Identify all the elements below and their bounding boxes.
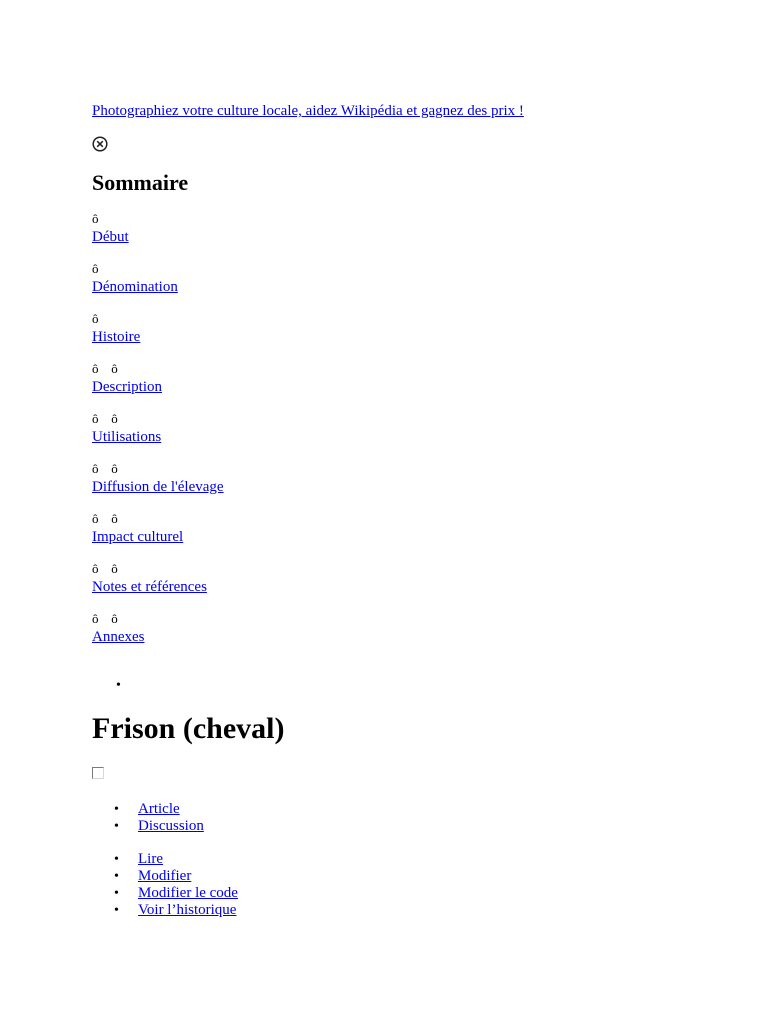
toc-link-utilisations[interactable]: Utilisations <box>92 429 162 445</box>
toc-link-impact-culturel[interactable]: Impact culturel <box>92 529 184 545</box>
list-bullet: • <box>114 819 119 834</box>
toc-link-annexes[interactable]: Annexes <box>92 629 145 645</box>
toc-toggle-icon[interactable]: ô <box>111 611 118 626</box>
namespace-tabs <box>92 801 204 835</box>
toc-link-debut[interactable]: Début <box>92 229 129 245</box>
toc-toggle-icon[interactable]: ô <box>92 611 99 626</box>
edit-link[interactable]: Modifier <box>138 868 192 884</box>
toc-toggle-glyphs[interactable] <box>92 610 127 627</box>
toc-toggle-glyphs[interactable] <box>92 560 127 577</box>
tab-discussion-link[interactable]: Discussion <box>138 818 204 834</box>
toc-link-notes[interactable]: Notes et références <box>92 579 207 595</box>
toc-toggle-glyphs[interactable] <box>92 210 108 227</box>
toc-link-description[interactable]: Description <box>92 379 162 395</box>
toc-toggle-glyphs[interactable] <box>92 260 108 277</box>
banner-link[interactable]: Photographiez votre culture locale, aidez Wikipédia et gagnez des prix ! <box>92 103 524 119</box>
toc-item-utilisations <box>92 410 392 450</box>
list-bullet: • <box>114 852 119 867</box>
toc-toggle-icon[interactable]: ô <box>92 511 99 526</box>
tab-discussion <box>92 818 204 835</box>
toc-toggle-glyphs[interactable] <box>92 510 127 527</box>
toc-toggle-icon[interactable]: ô <box>92 411 99 426</box>
toc-toggle-icon[interactable]: ô <box>92 211 99 226</box>
toc-item-notes <box>92 560 392 600</box>
toc-title: Sommaire <box>92 170 189 195</box>
toc-item-description <box>92 360 392 400</box>
toc-item-impact-culturel <box>92 510 392 550</box>
toc-link-denomination[interactable]: Dénomination <box>92 279 178 295</box>
list-bullet: • <box>114 802 119 817</box>
toc-link-histoire[interactable]: Histoire <box>92 329 141 345</box>
toc-item-diffusion <box>92 460 392 500</box>
toggle-checkbox[interactable] <box>92 767 104 779</box>
action-edit <box>92 868 238 885</box>
history-link[interactable]: Voir l’historique <box>138 902 237 918</box>
toc-toggle-icon[interactable]: ô <box>92 561 99 576</box>
action-history <box>92 902 238 919</box>
tab-article <box>92 801 204 818</box>
toc-toggle-icon[interactable]: ô <box>111 461 118 476</box>
list-bullet: • <box>114 903 119 918</box>
toc-item-histoire <box>92 310 392 350</box>
close-circle-icon[interactable] <box>92 136 108 152</box>
toc-toggle-icon[interactable]: ô <box>111 411 118 426</box>
toc-toggle-icon[interactable]: ô <box>111 361 118 376</box>
list-bullet: • <box>114 886 119 901</box>
toc-link-diffusion[interactable]: Diffusion de l'élevage <box>92 479 224 495</box>
toc-toggle-glyphs[interactable] <box>92 410 127 427</box>
list-bullet: • <box>114 869 119 884</box>
action-edit-source <box>92 885 238 902</box>
toc-toggle-glyphs[interactable] <box>92 310 108 327</box>
toc-toggle-icon[interactable]: ô <box>111 561 118 576</box>
toc-toggle-icon[interactable]: ô <box>92 261 99 276</box>
toc-toggle-icon[interactable]: ô <box>92 461 99 476</box>
toc-item-annexes <box>92 610 392 650</box>
read-link[interactable]: Lire <box>138 851 163 867</box>
action-read <box>92 851 238 868</box>
toc-toggle-icon[interactable]: ô <box>111 511 118 526</box>
toc-toggle-icon[interactable]: ô <box>92 361 99 376</box>
view-actions <box>92 851 238 919</box>
edit-source-link[interactable]: Modifier le code <box>138 885 238 901</box>
toc-item-denomination <box>92 260 392 300</box>
tab-article-link[interactable]: Article <box>138 801 180 817</box>
toc-toggle-icon[interactable]: ô <box>92 311 99 326</box>
toc-item-debut <box>92 210 392 250</box>
toc-toggle-glyphs[interactable] <box>92 460 127 477</box>
toc-toggle-glyphs[interactable] <box>92 360 127 377</box>
page-title: Frison (cheval) <box>92 712 285 745</box>
list-bullet: • <box>116 678 121 693</box>
